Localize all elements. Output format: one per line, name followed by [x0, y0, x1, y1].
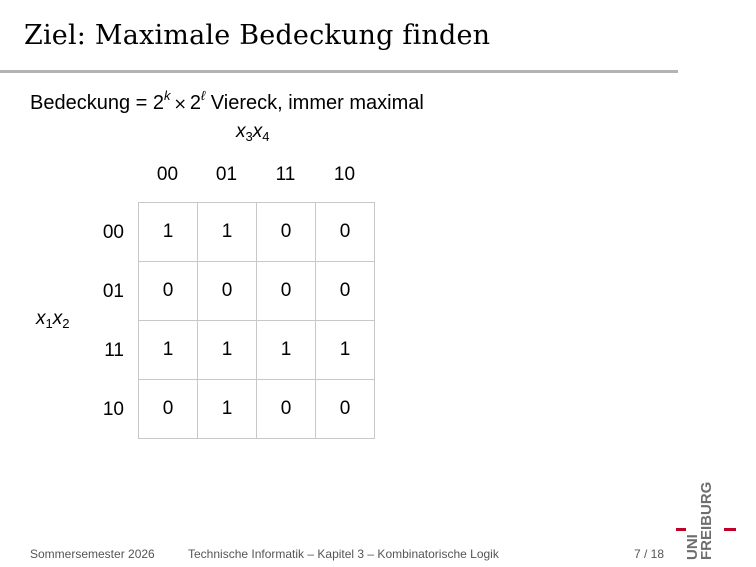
subtitle-suffix: Viereck, immer maximal [205, 92, 424, 114]
subtitle-base-2: 2 [189, 92, 202, 114]
kmap-row-variables [36, 308, 69, 330]
kmap-row [139, 321, 375, 380]
subtitle-times-symbol: × [173, 94, 187, 113]
footer-course-title: Technische Informatik – Kapitel 3 – Kombinatorische Logik [188, 547, 499, 561]
kmap-row-label: 10 [102, 399, 124, 420]
kmap-cell: 0 [139, 262, 198, 321]
kmap-col-label: 00 [156, 164, 179, 185]
kmap-cell: 0 [257, 380, 316, 439]
kmap-row [139, 380, 375, 439]
kmap-column-variables [236, 121, 269, 143]
row-var-x1-subscript: 1 [45, 316, 53, 331]
col-var-x3: x [236, 121, 246, 142]
subtitle-exponent-l: ℓ [201, 88, 206, 103]
footer-page-number: 7 / 18 [634, 547, 665, 561]
subtitle-prefix: Bedeckung = 2 [30, 92, 164, 114]
col-var-x4: x [252, 121, 263, 142]
kmap-cell: 0 [316, 262, 375, 321]
row-var-x2-subscript: 2 [62, 316, 70, 331]
kmap-cell: 0 [198, 262, 257, 321]
university-logo [676, 480, 736, 562]
kmap-cell: 0 [257, 262, 316, 321]
karnaugh-map [138, 202, 375, 439]
kmap-row [139, 203, 375, 262]
row-var-x2: x [52, 308, 63, 329]
kmap-col-label: 11 [275, 164, 296, 185]
kmap-row [139, 262, 375, 321]
kmap-cell: 1 [139, 203, 198, 262]
logo-text-freiburg: FREIBURG [698, 481, 715, 560]
logo-text-uni: UNI [684, 534, 701, 560]
kmap-row-label: 00 [102, 222, 124, 243]
footer-semester: Sommersemester 2026 [30, 547, 155, 561]
slide-subtitle [30, 88, 424, 115]
kmap-cell: 0 [257, 203, 316, 262]
col-var-x4-subscript: 4 [262, 129, 270, 144]
logo-accent-bar-right [724, 528, 736, 531]
kmap-cell: 1 [316, 321, 375, 380]
title-divider [0, 70, 678, 73]
kmap-cell: 0 [139, 380, 198, 439]
subtitle-exponent-k: k [164, 88, 171, 103]
kmap-cell: 0 [316, 203, 375, 262]
kmap-cell: 1 [139, 321, 198, 380]
col-var-x3-subscript: 3 [245, 129, 253, 144]
kmap-col-label: 01 [215, 164, 238, 185]
kmap-cell: 1 [198, 380, 257, 439]
slide-title: Ziel: Maximale Bedeckung finden [24, 20, 491, 51]
kmap-col-label: 10 [333, 164, 356, 185]
row-var-x1: x [36, 308, 46, 329]
kmap-row-label: 11 [104, 340, 124, 361]
kmap-row-label: 01 [102, 281, 124, 302]
kmap-cell: 1 [198, 203, 257, 262]
kmap-cell: 1 [257, 321, 316, 380]
uni-freiburg-logo-icon [676, 480, 736, 562]
kmap-cell: 1 [198, 321, 257, 380]
logo-accent-bar-left [676, 528, 686, 531]
kmap-cell: 0 [316, 380, 375, 439]
